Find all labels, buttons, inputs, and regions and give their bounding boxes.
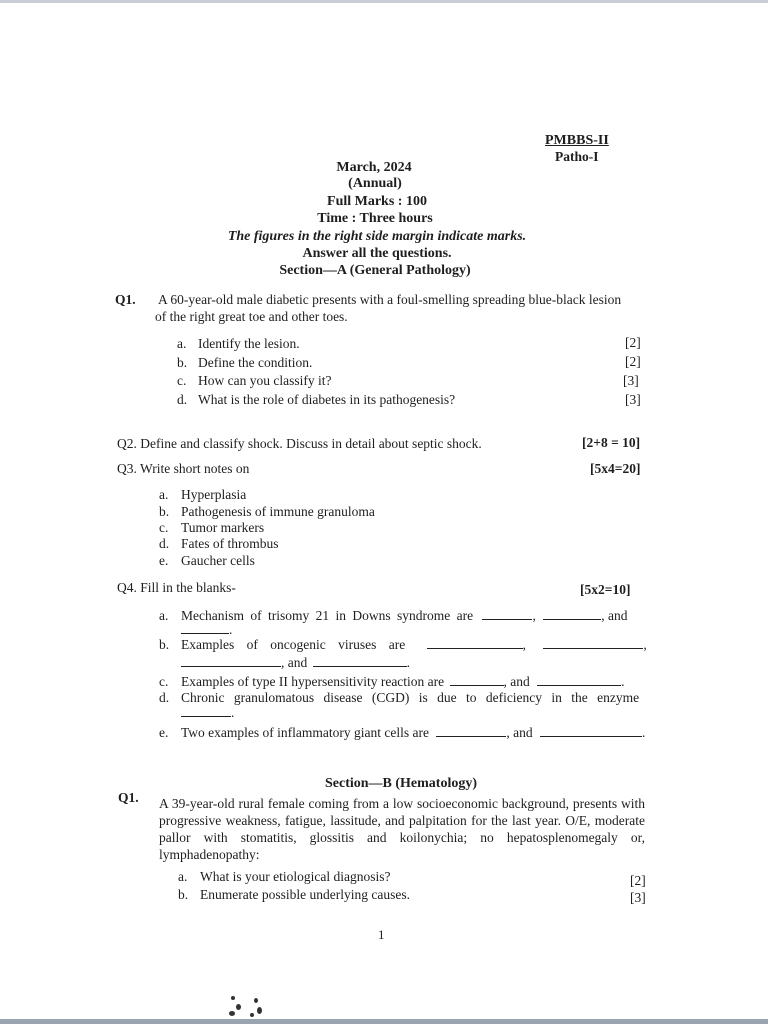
q4d-line2 bbox=[181, 705, 234, 721]
q4b-label: b. bbox=[159, 637, 170, 652]
end: . bbox=[641, 725, 646, 740]
blank bbox=[181, 705, 231, 717]
part-label: c. bbox=[177, 373, 187, 388]
q2-text: Q2. Define and classify shock. Discuss in detail about septic shock. bbox=[117, 436, 482, 451]
part-text: Define the condition. bbox=[198, 355, 313, 370]
q4a-line1 bbox=[181, 608, 646, 624]
part-text: Identify the lesion. bbox=[198, 336, 300, 351]
item-text: Hyperplasia bbox=[181, 487, 247, 502]
sep: , and bbox=[601, 608, 628, 623]
q4d-line1: Chronic granulomatous disease (CGD) is due to deficiency in the enzyme bbox=[181, 690, 640, 705]
end: . bbox=[621, 674, 625, 689]
blank bbox=[313, 655, 407, 667]
q4a-line2 bbox=[181, 622, 232, 638]
q4b-text: Examples of oncogenic viruses are bbox=[181, 637, 406, 652]
item-text: Fates of thrombus bbox=[181, 536, 279, 551]
sep: , bbox=[643, 637, 647, 652]
part-label: a. bbox=[177, 336, 187, 351]
blank bbox=[181, 655, 281, 667]
q1-number: Q1. bbox=[115, 292, 136, 307]
part-label: d. bbox=[177, 392, 188, 407]
part-marks: [2] bbox=[625, 354, 641, 369]
blank bbox=[540, 725, 642, 737]
part-marks: [2] bbox=[630, 873, 646, 888]
q4e-text: Two examples of inflammatory giant cells are bbox=[181, 725, 429, 740]
b-q1-number: Q1. bbox=[118, 790, 139, 805]
item-label: d. bbox=[159, 536, 170, 551]
part-text: What is your etiological diagnosis? bbox=[200, 869, 391, 884]
q3-text: Q3. Write short notes on bbox=[117, 461, 250, 476]
instruction-answer: Answer all the questions. bbox=[302, 246, 452, 261]
sep: , bbox=[522, 637, 526, 652]
q2-marks: [2+8 = 10] bbox=[582, 435, 641, 450]
blank bbox=[543, 637, 643, 649]
end: . bbox=[229, 622, 233, 637]
part-marks: [2] bbox=[625, 335, 641, 350]
q4b-line1 bbox=[181, 637, 647, 653]
item-text: Gaucher cells bbox=[181, 553, 255, 568]
item-label: b. bbox=[159, 504, 170, 519]
part-label: b. bbox=[177, 355, 188, 370]
end: . bbox=[406, 655, 410, 670]
scan-edge-top bbox=[0, 0, 768, 3]
blank bbox=[450, 674, 504, 686]
blank bbox=[543, 608, 601, 620]
exam-date: March, 2024 bbox=[336, 160, 412, 175]
blank bbox=[427, 637, 523, 649]
blank bbox=[436, 725, 506, 737]
sep: , bbox=[532, 608, 536, 623]
q1-text-line2: of the right great toe and other toes. bbox=[155, 309, 348, 324]
part-label: a. bbox=[178, 869, 188, 884]
sep: , and bbox=[506, 725, 533, 740]
q4e-line bbox=[181, 725, 645, 741]
blank bbox=[537, 674, 621, 686]
item-text: Pathogenesis of immune granuloma bbox=[181, 504, 375, 519]
part-text: Enumerate possible underlying causes. bbox=[200, 887, 410, 902]
q4d-label: d. bbox=[159, 690, 170, 705]
page-number: 1 bbox=[378, 927, 385, 942]
exam-type: (Annual) bbox=[348, 176, 402, 191]
q3-marks: [5x4=20] bbox=[590, 461, 641, 476]
item-text: Tumor markers bbox=[181, 520, 265, 535]
item-label: a. bbox=[159, 487, 169, 502]
sep: , and bbox=[503, 674, 530, 689]
part-text: What is the role of diabetes in its pathogenesis? bbox=[198, 392, 456, 407]
part-marks: [3] bbox=[625, 392, 641, 407]
scan-edge-bottom bbox=[0, 1019, 768, 1024]
course-code: PMBBS-II bbox=[545, 133, 609, 148]
part-marks: [3] bbox=[630, 890, 646, 905]
blank bbox=[482, 608, 532, 620]
item-label: c. bbox=[159, 520, 169, 535]
sep: , and bbox=[281, 655, 308, 670]
part-label: b. bbox=[178, 887, 189, 902]
q4b-line2 bbox=[181, 655, 410, 671]
q4a-label: a. bbox=[159, 608, 169, 623]
paper-code: Patho-I bbox=[555, 149, 599, 164]
section-b-title: Section—B (Hematology) bbox=[324, 776, 478, 791]
part-text: How can you classify it? bbox=[198, 373, 332, 388]
q4-marks: [5x2=10] bbox=[580, 582, 631, 597]
q4a-text: Mechanism of trisomy 21 in Downs syndrome are bbox=[181, 608, 474, 623]
q4e-label: e. bbox=[159, 725, 169, 740]
item-label: e. bbox=[159, 553, 169, 568]
q4c-label: c. bbox=[159, 674, 169, 689]
q1-text-line1: A 60-year-old male diabetic presents with a foul-smelling spreading blue-black lesion bbox=[158, 292, 622, 307]
q4-text: Q4. Fill in the blanks- bbox=[117, 580, 236, 595]
q4c-text: Examples of type II hypersensitivity reaction are bbox=[181, 674, 445, 689]
exam-time: Time : Three hours bbox=[317, 211, 433, 226]
b-q1-text: A 39-year-old rural female coming from a low socioeconomic background, presents with progressive weakness, fatigue, lassitude, and palpitation for the last year. O/E, moderate pallor with stomatitis, glossitis and koilonychia; no hepatosplenomegaly or, lymphadenopathy: bbox=[159, 796, 645, 862]
instruction-marks: The figures in the right side margin indicate marks. bbox=[227, 229, 527, 244]
end: . bbox=[231, 705, 235, 720]
full-marks: Full Marks : 100 bbox=[327, 194, 427, 209]
blank bbox=[181, 622, 229, 634]
section-a-title: Section—A (General Pathology) bbox=[279, 263, 471, 278]
q4c-line bbox=[181, 674, 625, 690]
part-marks: [3] bbox=[623, 373, 639, 388]
